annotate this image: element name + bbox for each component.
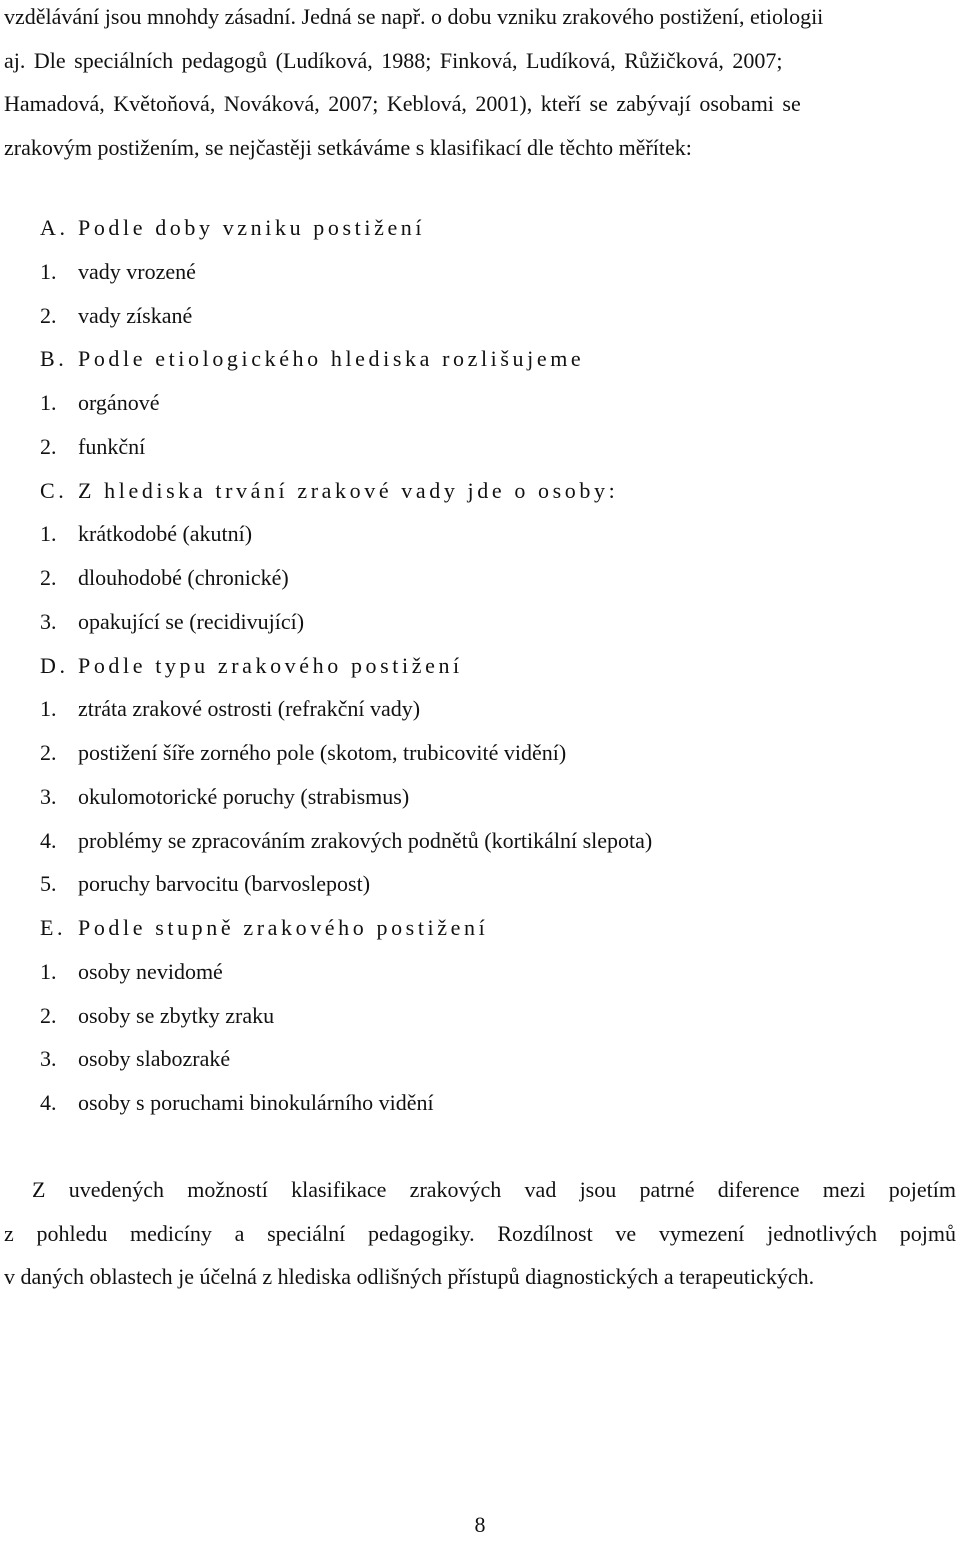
list-item: 2. postižení šíře zorného pole (skotom, trubicovité vidění) — [40, 740, 567, 765]
list-item: 1. vady vrozené — [40, 258, 196, 284]
conclusion-line: z pohledu medicíny a speciální pedagogiky. Rozdílnost ve vymezení jednotlivých pojmů — [4, 1220, 956, 1246]
section-heading: E. Podle stupně zrakového postižení — [40, 915, 489, 940]
conclusion-line: v daných oblastech je účelná z hlediska odlišných přístupů diagnostických a terapeutických. — [4, 1264, 815, 1290]
intro-line: vzdělávání jsou mnohdy zásadní. Jedná se např. o dobu vzniku zrakového postižení, etiologii — [4, 4, 824, 29]
list-item: 2. dlouhodobé (chronické) — [40, 565, 289, 590]
intro-paragraph — [4, 0, 956, 170]
page-number: 8 — [474, 1512, 486, 1537]
list-item: 5. poruchy barvocitu (barvoslepost) — [40, 871, 371, 897]
list-item: 3. opakující se (recidivující) — [40, 608, 305, 634]
intro-line: zrakovým postižením, se nejčastěji setkáváme s klasifikací dle těchto měřítek: — [4, 135, 692, 161]
list-item: 1. orgánové — [40, 390, 160, 415]
classification-list — [40, 206, 652, 1125]
intro-line: aj. Dle speciálních pedagogů (Ludíková, 1988; Finková, Ludíková, Růžičková, 2007; — [4, 47, 783, 73]
section-heading: C. Z hlediska trvání zrakové vady jde o osoby: — [40, 477, 619, 503]
conclusion-line: Z uvedených možností klasifikace zrakových vad jsou patrné diference mezi pojetím — [32, 1177, 956, 1202]
list-item: 2. vady získané — [40, 302, 193, 328]
section-heading: D. Podle typu zrakového postižení — [40, 652, 463, 678]
conclusion-paragraph — [4, 1168, 956, 1299]
intro-line: Hamadová, Květoňová, Nováková, 2007; Keblová, 2001), kteří se zabývají osobami se — [4, 91, 801, 117]
section-heading: B. Podle etiologického hlediska rozlišujeme — [40, 346, 585, 372]
list-item: 1. osoby nevidomé — [40, 958, 223, 984]
list-item: 4. problémy se zpracováním zrakových podnětů (kortikální slepota) — [40, 827, 653, 853]
list-item: 3. okulomotorické poruchy (strabismus) — [40, 783, 410, 809]
list-item: 4. osoby s poruchami binokulárního vidění — [40, 1090, 434, 1115]
list-item: 2. funkční — [40, 433, 146, 459]
section-heading: A. Podle doby vzniku postižení — [40, 215, 426, 240]
list-item: 3. osoby slabozraké — [40, 1046, 231, 1072]
list-item: 2. osoby se zbytky zraku — [40, 1002, 275, 1028]
list-item: 1. krátkodobé (akutní) — [40, 521, 253, 547]
list-item: 1. ztráta zrakové ostrosti (refrakční vady) — [40, 696, 421, 722]
